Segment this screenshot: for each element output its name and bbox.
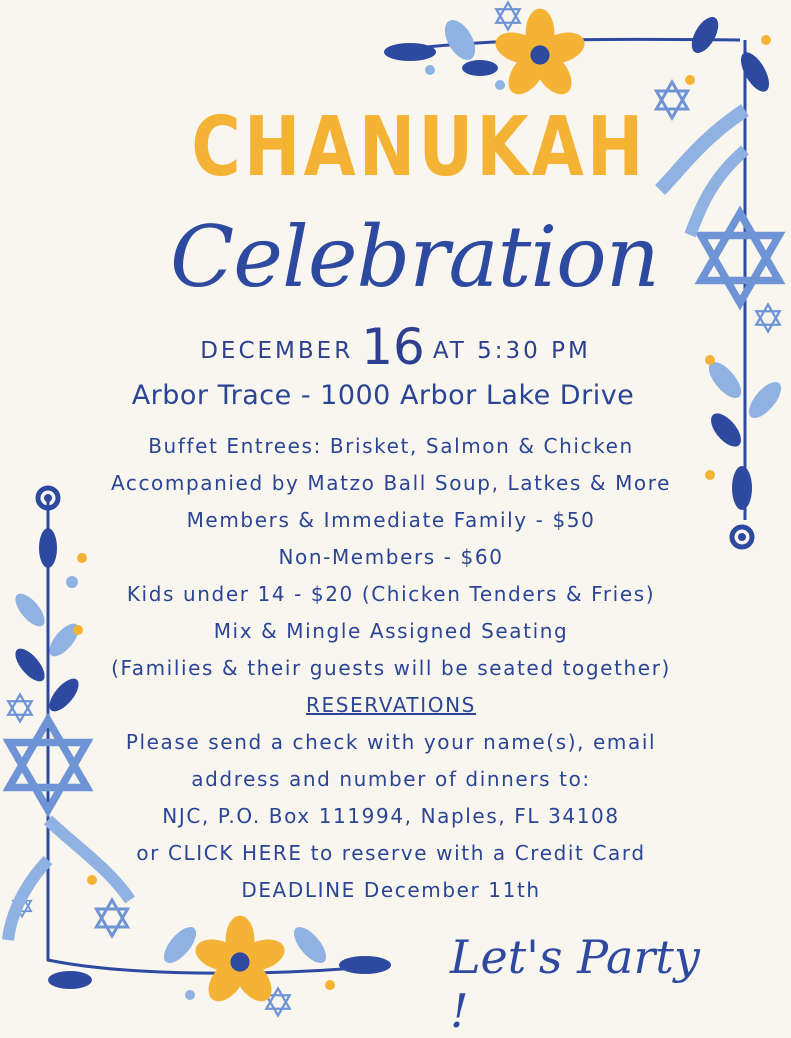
event-title: CHANUKAH — [191, 100, 647, 195]
detail-line: Buffet Entrees: Brisket, Salmon & Chicken — [148, 434, 634, 458]
detail-line: Non-Members - $60 — [278, 545, 504, 569]
star-of-david-icon — [656, 82, 687, 118]
detail-line: Accompanied by Matzo Ball Soup, Latkes & More — [110, 471, 672, 495]
reservation-line: NJC, P.O. Box 111994, Naples, FL 34108 — [162, 804, 620, 828]
detail-line: (Families & their guests will be seated together) — [111, 656, 671, 680]
star-of-david-icon — [496, 2, 519, 29]
reservations-heading: RESERVATIONS — [306, 693, 476, 717]
reservation-line: Please send a check with your name(s), email — [125, 730, 657, 754]
event-details — [0, 428, 782, 909]
reservation-link[interactable]: or CLICK HERE to reserve with a Credit Card — [136, 841, 646, 865]
detail-line: Kids under 14 - $20 (Chicken Tenders & Fries) — [126, 582, 656, 606]
star-of-david-icon — [701, 213, 779, 303]
date-day: 16 — [361, 318, 425, 376]
signoff: Let's Party ! — [450, 930, 700, 1038]
reservation-line: address and number of dinners to: — [191, 767, 591, 791]
detail-line: Members & Immediate Family - $50 — [186, 508, 596, 532]
reservation-deadline: DEADLINE December 11th — [241, 878, 541, 902]
venue: Arbor Trace - 1000 Arbor Lake Drive — [131, 380, 635, 411]
detail-line: Mix & Mingle Assigned Seating — [213, 619, 569, 643]
date-time: AT 5:30 PM — [432, 338, 591, 364]
date-month: DECEMBER — [200, 338, 354, 364]
event-date — [0, 318, 791, 376]
event-subtitle: Celebration — [170, 208, 659, 306]
